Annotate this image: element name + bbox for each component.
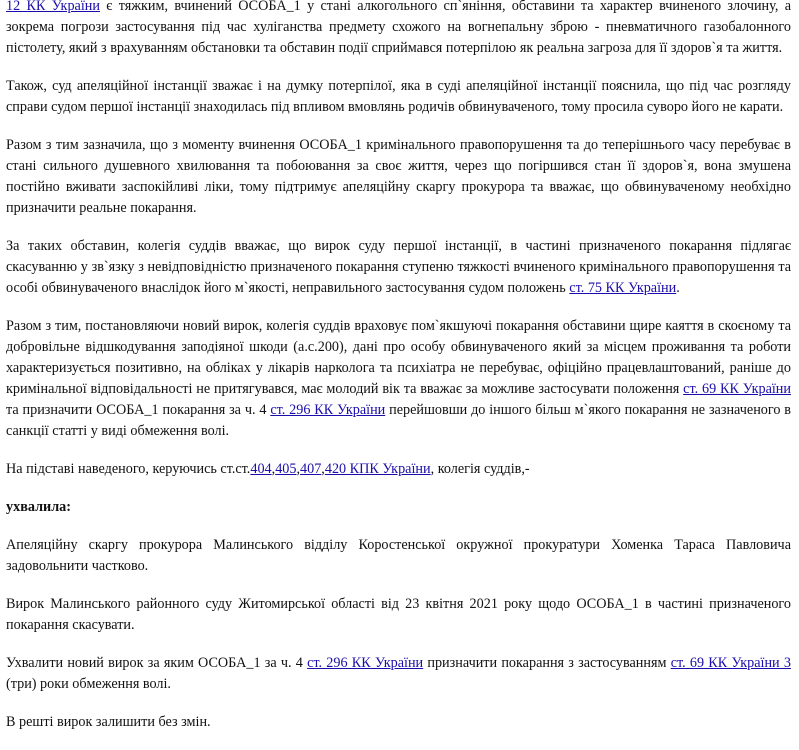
paragraph-text: За таких обставин, колегія суддів вважає, що вирок суду першої інстанції, в частині призначеного покарання підлягає скасуванню у зв`язку з невідповідністю призначеного покарання ступеню тяжкості вчиненого кримінального правопорушення та особі обвинуваченого внаслідок його м`якості, неправильного застосування судом положень xyxy=(6,238,791,296)
law-link[interactable]: 405 xyxy=(275,461,297,477)
paragraph-text: Ухвалити новий вирок за яким ОСОБА_1 за ч. 4 xyxy=(6,655,308,671)
paragraph-remainder-unchanged xyxy=(6,712,791,733)
paragraph-text: Вирок Малинського районного суду Житомирської області від 23 квітня 2021 року щодо ОСОБА_1 в частині призначеного покарання скасувати. xyxy=(6,596,791,633)
law-link[interactable]: ст. 296 КК України xyxy=(270,402,386,418)
paragraph-text: та призначити ОСОБА_1 покарання за ч. 4 xyxy=(6,402,271,418)
law-link[interactable]: ст. 75 КК України xyxy=(569,280,677,296)
resolution-heading-text: ухвалила: xyxy=(6,499,71,515)
paragraph-text: призначити покарання з застосуванням xyxy=(423,655,671,671)
paragraph-text: (три) роки обмеження волі. xyxy=(6,676,171,692)
paragraph-text: В решті вирок залишити без змін. xyxy=(6,714,211,730)
paragraph-mitigating-circumstances xyxy=(6,316,791,442)
paragraph-text: , xyxy=(296,461,301,477)
paragraph-verdict-cancelled xyxy=(6,594,791,636)
court-ruling-document xyxy=(6,0,791,750)
paragraph-text: Апеляційну скаргу прокурора Малинського відділу Коростенської окружної прокуратури Хоменка Тараса Павловича задовольнити частково. xyxy=(6,537,791,574)
paragraph-victim-opinion xyxy=(6,76,791,118)
law-link[interactable]: 407 xyxy=(300,461,322,477)
paragraph-appeal-granted xyxy=(6,535,791,577)
law-link[interactable]: ст. 69 КК України xyxy=(683,381,791,397)
paragraph-text: Разом з тим зазначила, що з моменту вчинення ОСОБА_1 кримінального правопорушення та до теперішнього часу перебуває в стані сильного душевного хвилювання та побоювання за своє життя, через що погіршився стан її здоров`я, вона змушена постійно вживати заспокійливі ліки, тому підтримує апеляційну скаргу прокурора та вважає, що обвинуваченому необхідно призначити реальне покарання. xyxy=(6,137,791,216)
paragraph-new-verdict xyxy=(6,653,791,695)
paragraph-text: Також, суд апеляційної інстанції зважає і на думку потерпілої, яка в суді апеляційної інстанції пояснила, що під час розгляду справи судом першої інстанції знаходилась під впливом вмовлянь родичів обвинуваченого, тому просила суворо його не карати. xyxy=(6,78,791,115)
paragraph-article-12-severity xyxy=(6,0,791,59)
paragraph-resolution-heading xyxy=(6,497,791,518)
law-link[interactable]: ст. 296 КК України xyxy=(307,655,424,671)
paragraph-text: Разом з тим, постановляючи новий вирок, колегія суддів враховує пом`якшуючі покарання обставини щире каяття в скоєному та добровільне відшкодування заподіяної шкоди (а.с.200), дані про особу обвинуваченого який за місцем проживання та роботи характеризується позитивно, на обліках у лікарів нарколога та психіатра не перебуває, офіційно працевлаштований, раніше до кримінальної відповідальності не притягувався, має молодий вік та вважає за можливе застосувати положення xyxy=(6,318,791,397)
law-link[interactable]: 420 КПК України xyxy=(324,461,431,477)
paragraph-legal-basis xyxy=(6,459,791,480)
paragraph-victim-condition xyxy=(6,135,791,219)
paragraph-text: На підставі наведеного, керуючись ст.ст. xyxy=(6,461,251,477)
paragraph-text: , колегія суддів,- xyxy=(430,461,530,477)
paragraph-text: перейшовши до іншого більш м`якого покарання не зазначеного в санкції статті у виді обмеження волі. xyxy=(6,402,791,439)
law-link[interactable]: 12 КК України xyxy=(6,0,100,14)
law-link[interactable]: 404 xyxy=(250,461,272,477)
paragraph-text: , xyxy=(271,461,276,477)
paragraph-sentence-cancellation xyxy=(6,236,791,299)
paragraph-text: є тяжким, вчинений ОСОБА_1 у стані алкогольного сп`яніння, обставини та характер вчиненого злочину, а зокрема погрози застосування під час хуліганства предмету схожого на вогнепальну зброю - пневматичного газобалонного пістолету, який з врахуванням обстановки та обставин події сприймався потерпілою як реальна загроза для її здоров`я та життя. xyxy=(6,0,791,56)
paragraph-text: . xyxy=(676,280,680,296)
paragraph-text: , xyxy=(321,461,325,477)
law-link[interactable]: ст. 69 КК України 3 xyxy=(670,655,791,671)
